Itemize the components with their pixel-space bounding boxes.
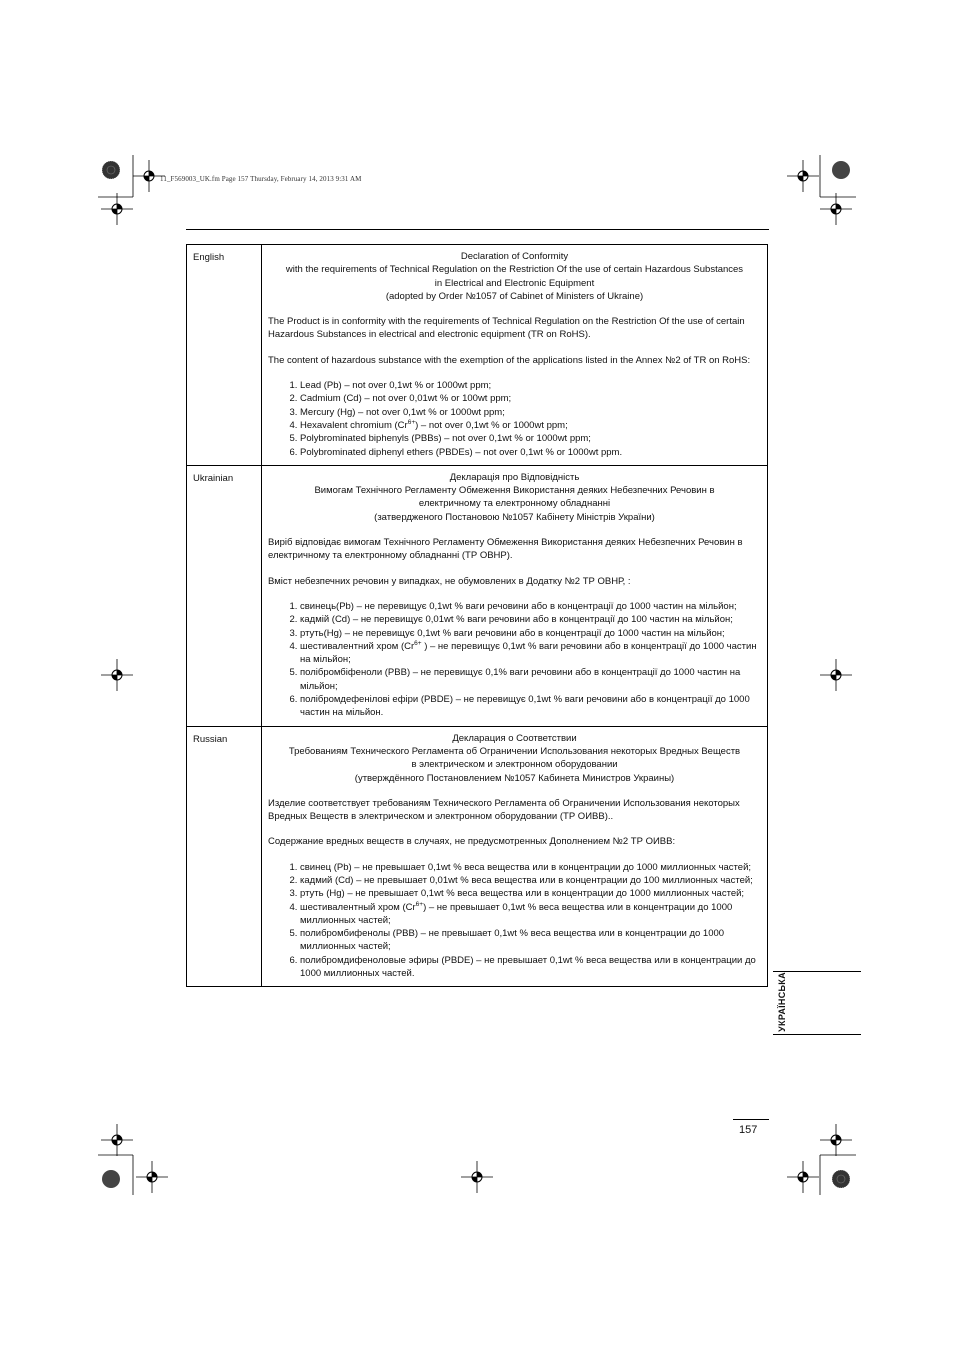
substance-text-pre: полібромдефенілові ефіри (PBDE) – не перевищує 0,1wt % ваги речовини або в концентрації до 1000 частин на мільйон.	[300, 694, 750, 719]
registration-wheel-icon	[102, 161, 120, 179]
substance-list-item	[300, 432, 761, 445]
registration-mark-icon	[787, 1161, 819, 1193]
substance-list	[268, 600, 761, 720]
declaration-paragraph: Содержание вредных веществ в случаях, не предусмотренных Дополнением №2 ТР ОИВВ:	[268, 836, 676, 848]
substance-text-post: ) – не перевищує 0,1wt % ваги речовини або в концентрації до 1000 частин на мільйон;	[300, 640, 757, 666]
substance-text-pre: Cadmium (Cd) – not over 0,01wt % or 100wt ppm;	[300, 393, 512, 405]
registration-mark-icon	[820, 659, 852, 691]
declaration-content-cell	[262, 465, 768, 726]
substance-text-pre: Polybrominated biphenyls (PBBs) – not over 0,1wt % or 1000wt ppm;	[300, 433, 591, 445]
registration-mark-icon	[820, 1124, 852, 1156]
substance-list-item	[300, 874, 761, 887]
substance-list-item	[300, 419, 761, 432]
registration-mark-icon	[136, 1161, 168, 1193]
declaration-paragraph: Изделие соответствует требованиям Технического Регламента об Ограничении Использования некоторых Вредных Веществ в электрическом и электронном оборудовании (ТР ОИВВ)..	[268, 797, 740, 823]
declaration-paragraph: The content of hazardous substance with the exemption of the applications listed in the Annex №2 of TR on RoHS:	[268, 354, 751, 366]
substance-text-post: ) – не превышает 0,1wt % веса вещества или в концентрации до 1000 миллионных частей;	[300, 901, 733, 926]
declaration-table	[186, 244, 768, 987]
substance-list-item	[300, 392, 761, 405]
registration-mark-icon	[820, 193, 852, 225]
declaration-title	[268, 471, 761, 524]
declaration-paragraph: The Product is in conformity with the requirements of Technical Regulation on the Restriction Of the use of certain Hazardous Substances in electrical and electronic equipment (TR on RoHS).	[268, 316, 745, 341]
registration-solid-icon	[832, 161, 850, 179]
substance-list-item	[300, 600, 761, 613]
page-number: 157	[739, 1124, 758, 1136]
substance-text-pre: ртуть (Hg) – не превышает 0,1wt % веса вещества или в концентрации до 1000 миллионных частей;	[300, 888, 745, 900]
substance-list-item	[300, 379, 761, 392]
substance-list-item	[300, 613, 761, 626]
declaration-title	[268, 732, 761, 785]
declaration-title	[268, 250, 761, 303]
registration-mark-icon	[101, 1124, 133, 1156]
substance-text-pre: Hexavalent chromium (Cr	[300, 419, 408, 431]
substance-text-pre: полібромбіфеноли (PBB) – не перевищує 0,1% ваги речовини або в концентрації до 1000 частин на мільйон;	[300, 667, 741, 692]
substance-text-pre: кадмій (Cd) – не перевищує 0,01wt % ваги речовини або в концентрації до 100 частин на мільйон;	[300, 614, 733, 626]
declaration-title-line: (adopted by Order №1057 of Cabinet of Ministers of Ukraine)	[385, 290, 644, 302]
substance-text-pre: Lead (Pb) – not over 0,1wt % or 1000wt ppm;	[300, 380, 492, 392]
language-cell: English	[187, 245, 262, 466]
substance-text-pre: полибромдифеноловые эфиры (PBDE) – не превышает 0,1wt % веса вещества или в концентрации до 1000 миллионных частей.	[300, 954, 756, 980]
declaration-title-line: with the requirements of Technical Regulation on the Restriction Of the use of certain Hazardous Substances	[285, 264, 744, 276]
language-side-label: УКРАЇНСЬКА	[777, 972, 787, 1032]
substance-list-item	[300, 861, 761, 874]
substance-list	[268, 861, 761, 981]
substance-text-pre: ртуть(Hg) – не перевищує 0,1wt % ваги речовини або в концентрації до 1000 частин на мільйон;	[300, 627, 725, 639]
substance-text-pre: Mercury (Hg) – not over 0,1wt % or 1000wt ppm;	[300, 406, 505, 418]
substance-text-pre: полибромбифенолы (PBB) – не превышает 0,1wt % веса вещества или в концентрации до 1000 миллионных частей;	[300, 928, 725, 953]
language-cell: Ukrainian	[187, 465, 262, 726]
substance-list-item	[300, 887, 761, 900]
declaration-content-cell	[262, 245, 768, 466]
substance-list	[268, 379, 761, 459]
substance-list-item	[300, 666, 761, 693]
substance-text-pre: свинец (Pb) – не превышает 0,1wt % веса вещества или в концентрации до 1000 миллионных частей;	[300, 861, 752, 873]
declaration-content-cell	[262, 726, 768, 987]
substance-list-item	[300, 901, 761, 928]
substance-list-item	[300, 693, 761, 720]
substance-text-pre: кадмий (Cd) – не превышает 0,01wt % веса вещества или в концентрации до 100 миллионных частей;	[300, 874, 753, 886]
substance-list-item	[300, 954, 761, 981]
substance-text-pre: свинець(Pb) – не перевищує 0,1wt % ваги речовини або в концентрації до 1000 частин на мільйон;	[300, 600, 737, 612]
declaration-title-line: (утверждённого Постановлением №1057 Кабинета Министров Украины)	[354, 772, 675, 784]
substance-text-pre: шестивалентний хром (Cr	[300, 640, 415, 652]
declaration-paragraph: Вміст небезпечних речовин у випадках, не обумовлених в Додатку №2 ТР ОВНР, :	[268, 575, 631, 587]
registration-mark-icon	[787, 160, 819, 192]
declaration-title-line: в электрическом и электронном оборудовании	[411, 759, 618, 771]
registration-mark-icon	[101, 193, 133, 225]
substance-text-post: ) – not over 0,1wt % or 1000wt ppm;	[415, 419, 568, 431]
substance-text-sup: 6+	[414, 639, 422, 647]
declaration-title-line: (затвердженого Постановою №1057 Кабінету Міністрів України)	[374, 511, 655, 523]
substance-list-item	[300, 446, 761, 459]
declaration-title-line: Вимогам Технічного Регламенту Обмеження Використання деяких Небезпечних Речовин в	[314, 485, 715, 497]
declaration-row	[187, 726, 768, 987]
substance-text-sup: 6+	[407, 418, 416, 426]
page-number-rule	[733, 1119, 769, 1120]
declaration-title-line: електричному та електронному обладнанні	[418, 498, 611, 510]
declaration-title-line: Требованиям Технического Регламента об Ограничении Использования некоторых Вредных Веществ	[288, 745, 741, 757]
declaration-table-body	[187, 245, 768, 987]
substance-list-item	[300, 927, 761, 954]
substance-list-item	[300, 640, 761, 667]
registration-mark-icon	[101, 659, 133, 691]
substance-text-sup: 6+	[415, 900, 424, 908]
page-info-header: 11_F569003_UK.fm Page 157 Thursday, February 14, 2013 9:31 AM	[160, 175, 362, 183]
registration-wheel-icon	[832, 1170, 850, 1188]
language-cell: Russian	[187, 726, 262, 987]
declaration-title-line: Declaration of Conformity	[460, 251, 569, 262]
declaration-paragraph: Виріб відповідає вимогам Технічного Регламенту Обмеження Використання деяких Небезпечних Речовин в електричному та електронному обладнанні (ТР ОВНР).	[268, 537, 743, 562]
registration-mark-icon	[461, 1161, 493, 1193]
registration-solid-icon	[102, 1170, 120, 1188]
substance-text-pre: Polybrominated diphenyl ethers (PBDEs) – not over 0,1wt % or 1000wt ppm.	[300, 446, 623, 458]
substance-list-item	[300, 406, 761, 419]
declaration-row	[187, 245, 768, 466]
substance-text-pre: шестивалентный хром (Cr	[300, 901, 416, 913]
declaration-title-line: in Electrical and Electronic Equipment	[434, 277, 595, 289]
declaration-row	[187, 465, 768, 726]
declaration-title-line: Декларація про Відповідність	[449, 471, 580, 483]
declaration-title-line: Декларация о Соответствии	[452, 732, 577, 744]
substance-list-item	[300, 627, 761, 640]
header-rule	[186, 229, 769, 230]
